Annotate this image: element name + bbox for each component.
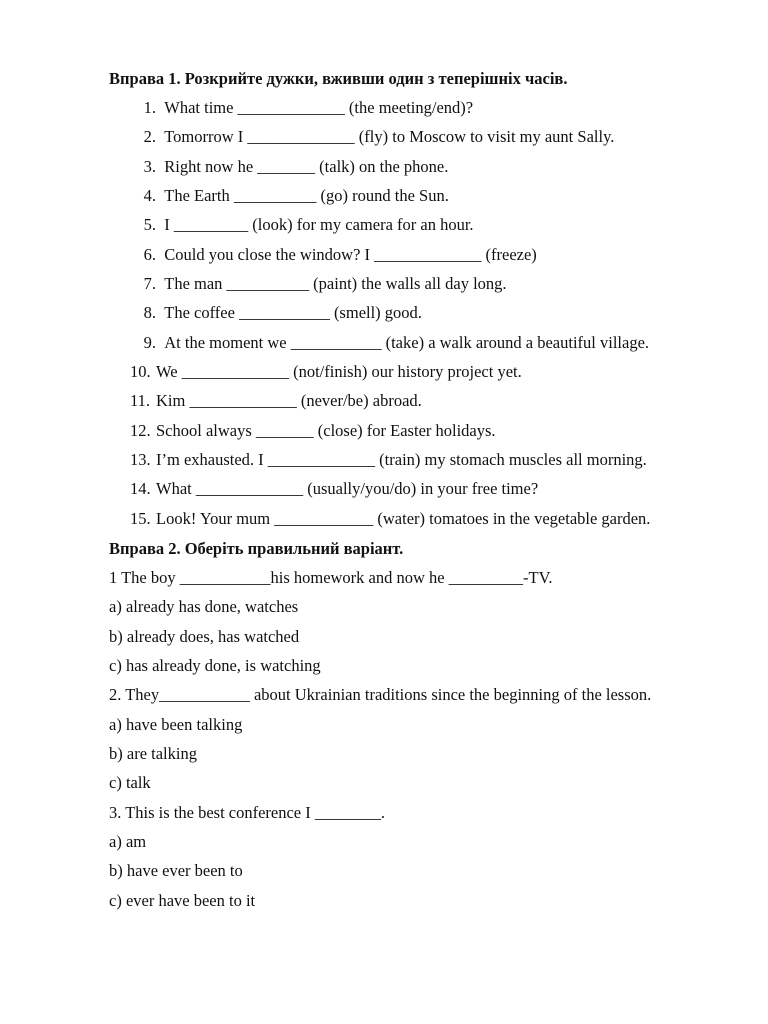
list-item xyxy=(109,333,650,362)
item-text: Tomorrow I _____________ (fly) to Moscow to visit my aunt Sally. xyxy=(164,127,615,147)
list-item xyxy=(109,362,650,391)
list-item xyxy=(109,157,650,186)
item-number: 10. xyxy=(130,362,151,382)
list-item xyxy=(109,274,650,303)
item-number: 7. xyxy=(143,274,156,294)
exercise-1-list xyxy=(109,98,650,538)
item-text: Right now he _______ (talk) on the phone. xyxy=(164,156,449,176)
item-number: 12. xyxy=(130,420,151,440)
answer-option: a) have been talking xyxy=(109,714,243,734)
answer-option: c) has already done, is watching xyxy=(109,656,321,676)
item-text: We _____________ (not/finish) our history project yet. xyxy=(156,362,522,382)
item-text: I _________ (look) for my camera for an hour. xyxy=(164,215,474,235)
item-text: I’m exhausted. I _____________ (train) my stomach muscles all morning. xyxy=(156,450,647,470)
answer-option: c) ever have been to it xyxy=(109,890,256,910)
list-item xyxy=(109,215,650,244)
exercise-2-heading: Вправа 2. Оберіть правильний варіант. xyxy=(109,539,404,558)
exercise-2-list xyxy=(109,568,651,920)
list-item xyxy=(109,450,650,479)
question-line: 2. They___________ about Ukrainian traditions since the beginning of the lesson. xyxy=(109,685,652,705)
list-item xyxy=(109,421,650,450)
list-item xyxy=(109,479,650,508)
item-number: 6. xyxy=(143,244,156,264)
item-text: At the moment we ___________ (take) a walk around a beautiful village. xyxy=(164,332,650,352)
answer-option: c) talk xyxy=(109,773,151,793)
item-text: School always _______ (close) for Easter holidays. xyxy=(156,420,496,440)
item-text: Look! Your mum ____________ (water) tomatoes in the vegetable garden. xyxy=(156,508,651,528)
item-text: The coffee ___________ (smell) good. xyxy=(164,303,422,323)
item-text: The Earth __________ (go) round the Sun. xyxy=(164,186,449,206)
item-number: 5. xyxy=(143,215,156,235)
item-text: Could you close the window? I _____________ (freeze) xyxy=(164,244,537,264)
item-text: What _____________ (usually/you/do) in your free time? xyxy=(156,479,539,499)
answer-option: b) are talking xyxy=(109,744,197,764)
item-text: The man __________ (paint) the walls all day long. xyxy=(164,274,507,294)
exercise-1-heading: Вправа 1. Розкрийте дужки, вживши один з теперішніх часів. xyxy=(109,69,568,88)
answer-option: a) already has done, watches xyxy=(109,597,299,617)
item-number: 11. xyxy=(130,391,151,411)
list-item xyxy=(109,245,650,274)
item-number: 3. xyxy=(143,156,156,176)
list-item xyxy=(109,509,650,538)
item-number: 8. xyxy=(143,303,156,323)
list-item xyxy=(109,186,650,215)
item-number: 2. xyxy=(143,127,156,147)
list-item xyxy=(109,303,650,332)
answer-option: b) have ever been to xyxy=(109,861,243,881)
item-number: 14. xyxy=(130,479,151,499)
list-item xyxy=(109,98,650,127)
question-line: 3. This is the best conference I ________. xyxy=(109,802,386,822)
item-number: 15. xyxy=(130,508,151,528)
item-number: 9. xyxy=(143,332,156,352)
item-number: 4. xyxy=(143,186,156,206)
question-line: 1 The boy ___________his homework and now he _________-TV. xyxy=(109,568,553,587)
list-item xyxy=(109,391,650,420)
answer-option: b) already does, has watched xyxy=(109,626,300,646)
item-number: 1. xyxy=(143,98,156,117)
item-text: Kim _____________ (never/be) abroad. xyxy=(156,391,422,411)
item-number: 13. xyxy=(130,450,151,470)
item-text: What time _____________ (the meeting/end)? xyxy=(164,98,474,117)
list-item xyxy=(109,127,650,156)
answer-option: a) am xyxy=(109,832,147,852)
